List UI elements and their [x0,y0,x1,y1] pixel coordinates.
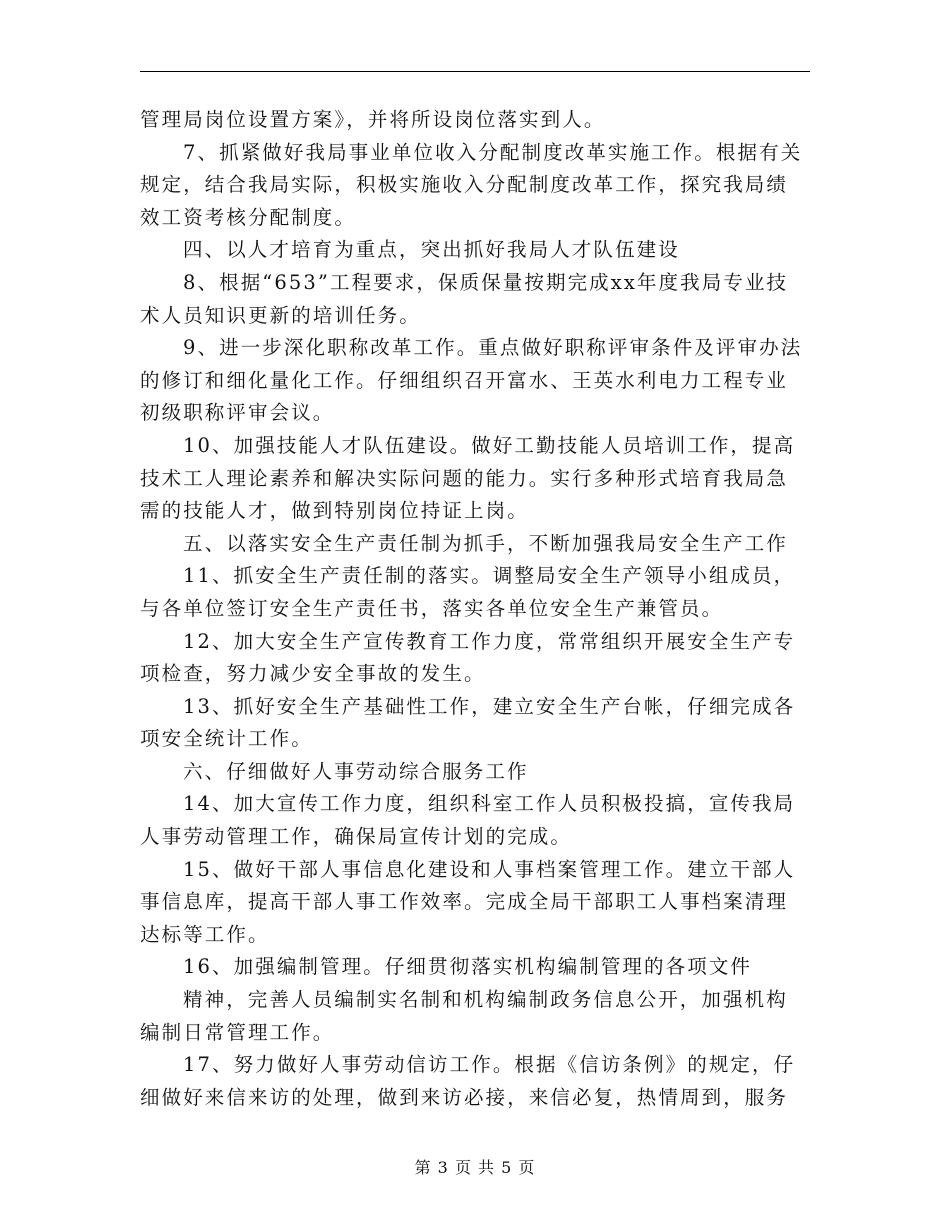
paragraph-line: 管理局岗位设置方案》，并将所设岗位落实到人。 [140,108,606,131]
page-footer: 第 3 页 共 5 页 [414,1158,536,1177]
paragraph-line: 14、加大宣传工作力度，组织科室工作人员积极投搞，宣传我局 [183,792,796,816]
paragraph-line: 17、努力做好人事劳动信访工作。根据《信访条例》的规定，仔 [183,1053,796,1077]
paragraph-line: 7、抓紧做好我局事业单位收入分配制度改革实施工作。根据有关 [183,140,803,164]
paragraph-line: 8、根据“653”工程要求，保质保量按期完成xx年度我局专业技 [183,270,789,294]
paragraph-line: 四、以人才培育为重点，突出抓好我局人才队伍建设 [183,238,680,262]
paragraph-line: 需的技能人才，做到特别岗位持证上岗。 [140,499,529,523]
paragraph-line: 细做好来信来访的处理，做到来访必接，来信必复，热情周到，服务 [140,1085,789,1109]
paragraph-line: 达标等工作。 [140,922,270,946]
document-body [140,104,810,1114]
paragraph-line: 技术工人理论素养和解决实际问题的能力。实行多种形式培育我局急 [140,466,789,490]
paragraph-line: 初级职称评审会议。 [140,401,335,425]
paragraph-line: 11、抓安全生产责任制的落实。调整局安全生产领导小组成员， [183,564,796,588]
paragraph-line: 项检查，努力减少安全事故的发生。 [140,662,486,686]
paragraph-line: 效工资考核分配制度。 [140,205,357,229]
header-rule [140,71,810,72]
paragraph-line: 与各单位签订安全生产责任书，落实各单位安全生产兼管员。 [140,596,724,620]
paragraph-line: 13、抓好安全生产基础性工作，建立安全生产台帐，仔细完成各 [183,694,796,718]
paragraph-line: 16、加强编制管理。仔细贯彻落实机构编制管理的各项文件 [183,955,753,979]
paragraph-line: 精神，完善人员编制实名制和机构编制政务信息公开，加强机构 [183,988,788,1012]
paragraph-line: 五、以落实安全生产责任制为抓手，不断加强我局安全生产工作 [183,531,788,555]
paragraph-line: 人事劳动管理工作，确保局宣传计划的完成。 [140,825,573,849]
paragraph-line: 事信息库，提高干部人事工作效率。完成全局干部职工人事档案清理 [140,890,789,914]
paragraph-line: 的修订和细化量化工作。仔细组织召开富水、王英水利电力工程专业 [140,368,789,392]
paragraph-line: 术人员知识更新的培训任务。 [140,303,421,327]
paragraph-line: 9、进一步深化职称改革工作。重点做好职称评审条件及评审办法 [183,336,803,360]
paragraph-line: 六、仔细做好人事劳动综合服务工作 [183,759,529,783]
paragraph-line: 10、加强技能人才队伍建设。做好工勤技能人员培训工作，提高 [183,433,796,457]
paragraph-line: 15、做好干部人事信息化建设和人事档案管理工作。建立干部人 [183,857,796,881]
paragraph-line: 12、加大安全生产宣传教育工作力度，常常组织开展安全生产专 [183,629,796,653]
paragraph-line: 规定，结合我局实际，积极实施收入分配制度改革工作，探究我局绩 [140,173,789,197]
paragraph-line: 编制日常管理工作。 [140,1020,335,1044]
paragraph-line: 项安全统计工作。 [140,727,313,751]
